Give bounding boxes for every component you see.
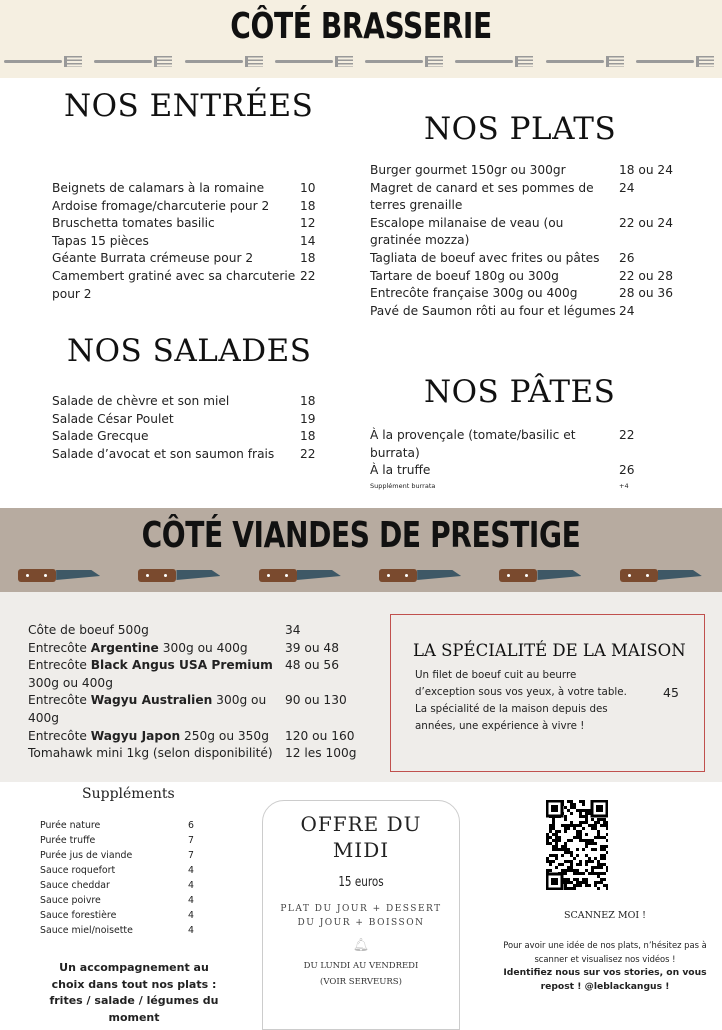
viande-post: 250g ou 350g — [180, 728, 269, 743]
item-name: Ardoise fromage/charcuterie pour 2 — [52, 198, 270, 213]
item-price: 26 — [619, 250, 635, 265]
specialite-description: Un filet de boeuf cuit au beurre d’exception sous vos yeux, à votre table. La spécialité de la maison depuis des années, une expérience à vivre ! — [415, 669, 627, 732]
item-name: Sauce cheddar — [40, 880, 110, 891]
item-name: Tagliata de boeuf avec frites ou pâtes — [370, 250, 600, 265]
offre-days: DU LUNDI AU VENDREDI — [303, 961, 419, 971]
supplements-list — [40, 818, 200, 938]
item-name: Magret de canard et ses pommes de — [370, 180, 594, 195]
item-name-cont: pour 2 — [52, 286, 92, 301]
item-price: 19 — [300, 411, 316, 426]
viande-price: 120 ou 160 — [285, 728, 355, 743]
knife-icon — [499, 567, 583, 583]
item-name: Pavé de Saumon rôti au four et légumes — [370, 303, 616, 318]
qr-text: Pour avoir une idée de nos plats, n’hésitez pas à scanner et visualisez nos vidéos ! — [503, 940, 707, 964]
viande-line2: 300g ou 400g — [28, 675, 113, 690]
viande-price: 90 ou 130 — [285, 693, 347, 708]
offre-title: OFFRE DU MIDI — [300, 812, 422, 862]
viandes-list — [28, 622, 368, 763]
item-price: 22 ou 28 — [619, 268, 673, 283]
menu-item — [52, 393, 352, 411]
menu-item — [52, 250, 352, 268]
viande-pre: Entrecôte — [28, 693, 91, 708]
viande-item — [28, 640, 368, 658]
item-name: Salade Grecque — [52, 429, 149, 444]
menu-item — [370, 285, 710, 303]
fork-icon — [275, 55, 357, 67]
viande-item — [28, 622, 368, 640]
item-name: Sauce poivre — [40, 895, 101, 906]
viande-item — [28, 728, 368, 746]
offre-price: 15 euros — [338, 875, 384, 890]
item-name-cont: terres grenaille — [370, 198, 463, 213]
qr-code[interactable] — [546, 800, 608, 890]
entrees-list — [52, 180, 352, 303]
viande-bold: Wagyu Japon — [90, 728, 181, 743]
bell-icon: 🔔︎ — [352, 938, 370, 953]
viande-price: 39 ou 48 — [285, 640, 339, 655]
plats-title: NOS PLATS — [424, 111, 617, 147]
pates-list — [370, 427, 670, 480]
item-name: Camembert gratiné avec sa charcuterie — [52, 268, 296, 283]
item-name: À la provençale (tomate/basilic et — [370, 428, 576, 442]
item-price: 22 — [619, 428, 635, 442]
menu-item — [40, 833, 200, 848]
item-price: 4 — [188, 910, 194, 921]
item-price: 24 — [619, 303, 635, 318]
accompagnement-note: Un accompagnement au choix dans tout nos plats : frites / salade / légumes du moment — [49, 961, 219, 1024]
item-name: Salade César Poulet — [52, 411, 174, 426]
menu-item — [370, 215, 710, 250]
menu-item — [52, 411, 352, 429]
viande-pre: Côte de boeuf 500g — [28, 623, 149, 637]
item-name: Salade de chèvre et son miel — [52, 394, 230, 408]
item-name: Salade d’avocat et son saumon frais — [52, 446, 275, 461]
supplements-title: Suppléments — [82, 786, 175, 802]
viande-bold: Black Angus USA Premium — [90, 658, 273, 673]
item-name: Escalope milanaise de veau (ou — [370, 215, 564, 230]
viande-pre: Entrecôte — [28, 658, 91, 673]
brasserie-title: CÔTÉ BRASSERIE — [230, 6, 492, 47]
menu-item — [370, 268, 710, 286]
knife-icon — [379, 567, 463, 583]
menu-item — [52, 233, 352, 251]
fork-divider — [0, 55, 722, 67]
menu-item — [40, 863, 200, 878]
menu-item — [40, 893, 200, 908]
menu-item — [52, 446, 352, 464]
item-price: 4 — [188, 865, 194, 876]
menu-item — [40, 848, 200, 863]
item-price: 22 — [300, 446, 316, 461]
qr-bold-text: Identifiez nous sur vos stories, on vous repost ! @leblackangus ! — [503, 967, 707, 992]
item-price: 4 — [188, 925, 194, 936]
fork-icon — [185, 55, 267, 67]
item-price: 28 ou 36 — [619, 286, 673, 301]
item-name: Burger gourmet 150gr ou 300gr — [370, 163, 566, 177]
menu-item — [52, 180, 352, 198]
item-price: 22 — [300, 268, 316, 283]
viande-post: 300g ou 400g — [158, 640, 248, 655]
viande-price: 12 les 100g — [285, 746, 357, 761]
fork-icon — [546, 55, 628, 67]
knife-icon — [138, 567, 222, 583]
offre-midi-card — [262, 800, 460, 1030]
supplement-burrata: Supplément burrata — [370, 482, 436, 490]
item-name: À la truffe — [370, 463, 431, 478]
item-name: Sauce forestière — [40, 910, 117, 921]
item-price: 7 — [188, 835, 194, 846]
item-price: 6 — [188, 820, 194, 831]
viande-post: 300g ou — [212, 693, 267, 708]
salades-list — [52, 393, 352, 463]
knife-divider — [0, 567, 722, 583]
item-price: 4 — [188, 880, 194, 891]
specialite-price: 45 — [663, 685, 679, 700]
item-price: 12 — [300, 216, 316, 231]
knife-icon — [259, 567, 343, 583]
viande-pre: Entrecôte — [28, 728, 91, 743]
fork-icon — [94, 55, 176, 67]
item-name-cont: gratinée mozza) — [370, 233, 470, 248]
item-name: Géante Burrata crémeuse pour 2 — [52, 251, 254, 266]
menu-item — [52, 428, 352, 446]
item-price: 18 ou 24 — [619, 163, 673, 177]
menu-item — [52, 198, 352, 216]
item-price: 22 ou 24 — [619, 215, 673, 230]
menu-item — [370, 162, 710, 180]
item-name: Tartare de boeuf 180g ou 300g — [370, 268, 559, 283]
item-price: 24 — [619, 180, 635, 195]
fork-icon — [636, 55, 718, 67]
menu-item — [370, 250, 710, 268]
menu-item — [52, 215, 352, 233]
item-price: 18 — [300, 394, 316, 408]
menu-item — [40, 908, 200, 923]
viande-item — [28, 745, 368, 763]
specialite-box — [390, 614, 705, 772]
item-name: Purée truffe — [40, 835, 96, 846]
item-name: Beignets de calamars à la romaine — [52, 181, 265, 195]
item-name: Tapas 15 pièces — [52, 233, 149, 248]
item-price: 10 — [300, 181, 316, 195]
knife-icon — [620, 567, 704, 583]
fork-icon — [455, 55, 537, 67]
menu-item — [370, 180, 710, 215]
viande-price: 34 — [285, 623, 301, 637]
item-name: Sauce miel/noisette — [40, 925, 133, 936]
viande-item — [28, 657, 368, 692]
item-name: Purée jus de viande — [40, 850, 133, 861]
viande-bold: Argentine — [90, 640, 159, 655]
plats-list — [370, 162, 710, 320]
salades-title: NOS SALADES — [67, 333, 312, 369]
viande-line2: 400g — [28, 710, 59, 725]
item-price: 7 — [188, 850, 194, 861]
offre-note: (VOIR SERVEURS) — [320, 977, 402, 987]
item-price: 14 — [300, 233, 316, 248]
supplement-burrata-price: +4 — [619, 482, 629, 490]
menu-item — [52, 268, 352, 303]
fork-icon — [4, 55, 86, 67]
entrees-title: NOS ENTRÉES — [64, 88, 314, 124]
offre-content: PLAT DU JOUR + DESSERT DU JOUR + BOISSON — [280, 904, 442, 928]
knife-icon — [18, 567, 102, 583]
item-price: 18 — [300, 429, 316, 444]
pates-title: NOS PÂTES — [424, 374, 616, 410]
viandes-title: CÔTÉ VIANDES DE PRESTIGE — [141, 515, 581, 556]
viande-price: 48 ou 56 — [285, 658, 339, 673]
item-name-cont: burrata) — [370, 445, 420, 460]
item-name: Bruschetta tomates basilic — [52, 216, 215, 231]
item-name: Purée nature — [40, 820, 101, 831]
item-price: 18 — [300, 251, 316, 266]
menu-item — [40, 818, 200, 833]
fork-icon — [365, 55, 447, 67]
viande-bold: Wagyu Australien — [90, 693, 213, 708]
viande-pre: Tomahawk mini 1kg (selon disponibilité) — [28, 746, 273, 761]
item-name: Entrecôte française 300g ou 400g — [370, 286, 578, 301]
item-price: 4 — [188, 895, 194, 906]
qr-title: SCANNEZ MOI ! — [564, 910, 646, 921]
viande-item — [28, 692, 368, 727]
menu-item — [370, 303, 710, 321]
item-name: Sauce roquefort — [40, 865, 116, 876]
menu-item — [370, 462, 670, 480]
item-price: 18 — [300, 198, 316, 213]
viande-pre: Entrecôte — [28, 640, 91, 655]
item-price: 26 — [619, 463, 635, 478]
menu-item — [40, 923, 200, 938]
specialite-title: LA SPÉCIALITÉ DE LA MAISON — [413, 641, 686, 660]
menu-item — [40, 878, 200, 893]
menu-item — [370, 427, 670, 462]
